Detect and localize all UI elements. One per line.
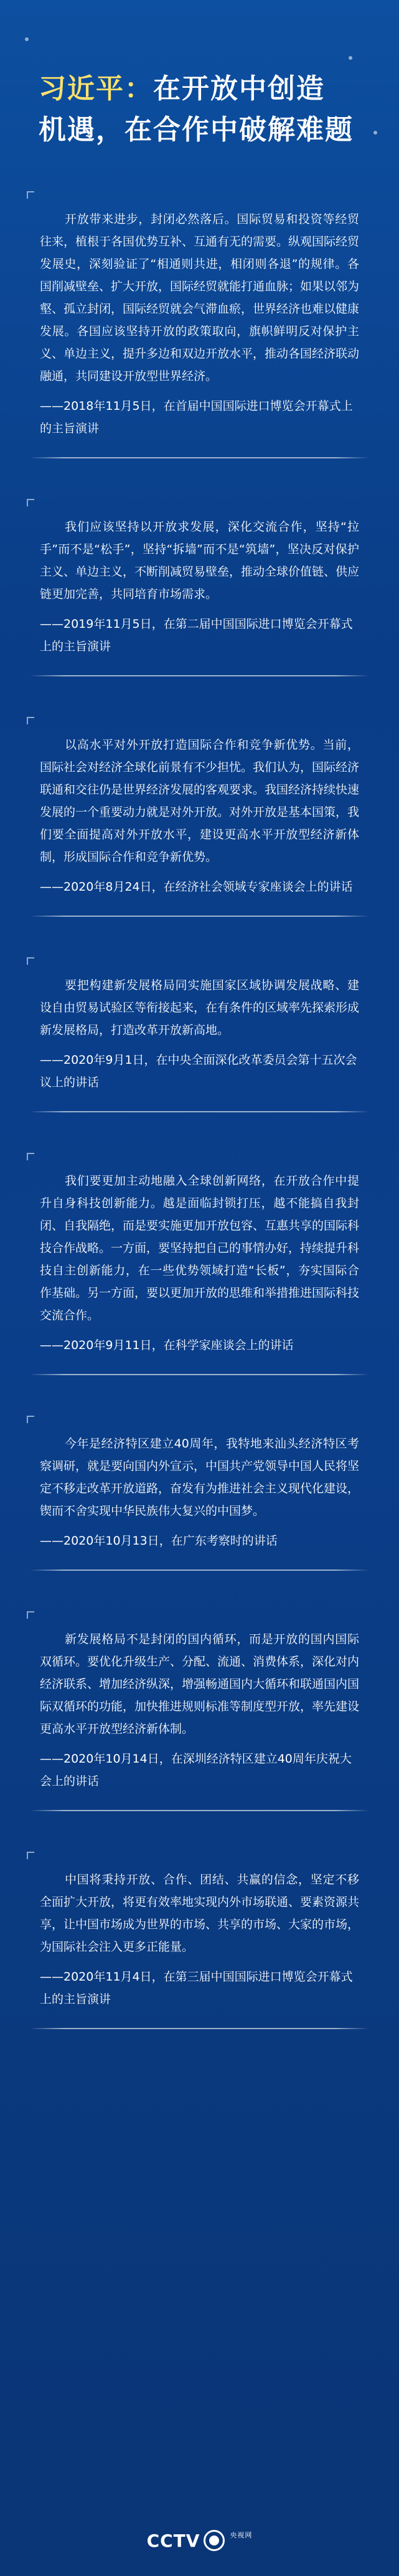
quote-source: ——2020年8月24日，在经济社会领域专家座谈会上的讲话	[40, 880, 353, 894]
quote-section	[30, 1156, 369, 1375]
logo-icon	[204, 2530, 225, 2551]
quote-list	[0, 194, 399, 2029]
quote-text: 我们应该坚持以开放求发展，深化交流合作，坚持“拉手”而不是“松手”，坚持“拆墙”而不是“筑墙”，坚决反对保护主义、单边主义，不断削减贸易壁垒，推动全球价值链、供应链更加完善，共同培育市场需求。	[40, 520, 360, 601]
quote-text: 开放带来进步，封闭必然落后。国际贸易和投资等经贸往来，植根于各国优势互补、互通有无的需要。纵观国际经贸发展史，深刻验证了“相通则共进，相闭则各退”的规律。各国削减壁垒、扩大开放，国际经贸就能打通血脉；如果以邻为壑、孤立封闭，国际经贸就会气滞血瘀，世界经济也难以健康发展。各国应该坚持开放的政策取向，旗帜鲜明反对保护主义、单边主义，提升多边和双边开放水平，推动各国经济联动融通，共同建设开放型世界经济。	[40, 212, 360, 383]
quote-section	[30, 1419, 369, 1571]
quote-text: 要把构建新发展格局同实施国家区域协调发展战略、建设自由贸易试验区等衔接起来，在有条件的区域率先探索形成新发展格局，打造改革开放新高地。	[40, 978, 360, 1037]
quote-source: ——2020年10月13日，在广东考察时的讲话	[40, 1534, 278, 1548]
corner-decoration	[27, 499, 34, 506]
footer	[0, 2530, 399, 2551]
quote-section	[30, 960, 369, 1112]
divider	[30, 1570, 369, 1571]
quote-source: ——2020年11月4日，在第三届中国国际进口博览会开幕式上的主旨演讲	[40, 1970, 353, 2006]
corner-decoration	[27, 957, 34, 965]
divider	[30, 457, 369, 458]
divider	[30, 1111, 369, 1112]
title-rest: 在开放中创造	[153, 73, 325, 105]
title-accent: 习近平：	[39, 73, 153, 105]
page-title-line-1	[39, 69, 399, 110]
quote-section	[30, 720, 369, 917]
page-title-line-2: 机遇，在合作中破解难题	[39, 114, 354, 146]
corner-decoration	[27, 717, 34, 724]
corner-decoration	[27, 1852, 34, 1859]
quote-source: ——2020年9月1日，在中央全面深化改革委员会第十五次会议上的讲话	[40, 1053, 357, 1089]
quote-source: ——2020年9月11日，在科学家座谈会上的讲话	[40, 1338, 294, 1352]
quote-text: 今年是经济特区建立40周年，我特地来汕头经济特区考察调研，就是要向国内外宣示，中国共产党领导中国人民将坚定不移走改革开放道路，奋发有为推进社会主义现代化建设，锲而不舍实现中华民族伟大复兴的中国梦。	[40, 1437, 360, 1518]
corner-decoration	[27, 1153, 34, 1160]
quote-text: 我们要更加主动地融入全球创新网络，在开放合作中提升自身科技创新能力。越是面临封锁打压，越不能搞自我封闭、自我隔绝，而是要实施更加开放包容、互惠共享的国际科技合作战略。一方面，要坚持把自己的事情办好，持续提升科技自主创新能力，在一些优势领域打造“长板”，夯实国际合作基础。另一方面，要以更加开放的思维和举措推进国际科技交流合作。	[40, 1174, 360, 1322]
divider	[30, 2028, 369, 2029]
quote-section	[30, 1614, 369, 1811]
quote-section	[30, 502, 369, 676]
quote-text: 新发展格局不是封闭的国内循环，而是开放的国内国际双循环。要优化升级生产、分配、流通、消费体系，深化对内经济联系、增加经济纵深，增强畅通国内大循环和联通国内国际双循环的功能，加快推进规则标准等制度型开放，率先建设更高水平开放型经济新体制。	[40, 1632, 360, 1736]
quote-source: ——2018年11月5日，在首届中国国际进口博览会开幕式上的主旨演讲	[40, 399, 353, 435]
quote-source: ——2020年10月14日，在深圳经济特区建立40周年庆祝大会上的讲话	[40, 1752, 352, 1788]
divider	[30, 916, 369, 917]
quote-text: 以高水平对外开放打造国际合作和竞争新优势。当前，国际社会对经济全球化前景有不少担忧。我们认为，国际经济联通和交往仍是世界经济发展的客观要求。我国经济持续快速发展的一个重要动力就是对外开放。对外开放是基本国策，我们要全面提高对外开放水平，建设更高水平开放型经济新体制，形成国际合作和竞争新优势。	[40, 738, 360, 864]
corner-decoration	[27, 191, 34, 199]
corner-decoration	[27, 1611, 34, 1619]
quote-source: ——2019年11月5日，在第二届中国国际进口博览会开幕式上的主旨演讲	[40, 617, 353, 653]
divider	[30, 1810, 369, 1811]
divider	[30, 675, 369, 676]
divider	[30, 1374, 369, 1375]
quote-section	[30, 1855, 369, 2029]
cctv-logo	[147, 2530, 253, 2551]
corner-decoration	[27, 1416, 34, 1423]
logo-text: CCTV	[146, 2530, 200, 2551]
quote-section	[30, 194, 369, 458]
logo-sub: 央视网	[230, 2531, 253, 2539]
header	[0, 0, 399, 156]
quote-text: 中国将秉持开放、合作、团结、共赢的信念，坚定不移全面扩大开放，将更有效率地实现内外市场联通、要素资源共享，让中国市场成为世界的市场、共享的市场、大家的市场，为国际社会注入更多正能量。	[40, 1873, 360, 1954]
